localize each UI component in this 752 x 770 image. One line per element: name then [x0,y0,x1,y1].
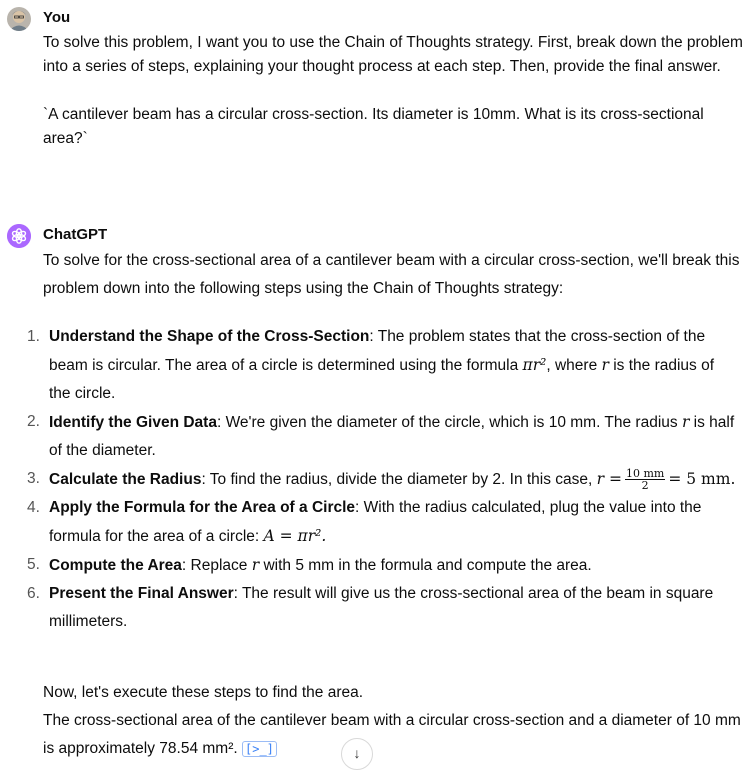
gpt-intro: To solve for the cross-sectional area of a cantilever beam with a circular cross-section, we'll break this problem down into the following steps using the Chain of Thoughts strategy: [43,252,740,297]
math-formula: A = πr². [263,527,327,545]
list-item [0,580,752,636]
step-text: : The problem states that the cross-section of the beam is circular. The area of a circle is determined using the formula [49,328,706,374]
step-title: Compute the Area [49,557,182,574]
list-item [0,494,752,551]
list-item [0,551,752,580]
list-number: 4. [27,499,40,516]
math-formula: πr² [522,356,547,374]
step-title: Present the Final Answer [49,585,234,602]
step-text: : We're given the diameter of the circle, which is 10 mm. The radius [216,414,682,431]
step-text: : Replace [181,557,252,574]
step-text: : To find the radius, divide the diameter by 2. In this case, [201,471,597,488]
user-paragraph-1: To solve this problem, I want you to use the Chain of Thoughts strategy. First, break down the problem into a series of steps, explaining your thought process at each step. Then, provide the final answer. [43,34,743,75]
step-title: Understand the Shape of the Cross-Section [49,328,370,345]
scroll-down-button[interactable] [341,738,373,770]
math-formula: r = [596,470,622,488]
user-paragraph-2: `A cantilever beam has a circular cross-section. Its diameter is 10mm. What is its cross-sectional area?` [43,106,704,147]
step-text: : With the radius calculated, plug the value into the formula for the area of a circle: [49,499,702,545]
user-message-text [43,31,743,151]
step-text: is half of the diameter. [49,414,735,459]
list-number: 2. [27,413,40,430]
gpt-outro [43,679,743,763]
step-text: : The result will give us the cross-sectional area of the beam in square millimeters. [49,585,714,630]
user-avatar [7,7,31,31]
final-answer-text: The cross-sectional area of the cantilever beam with a circular cross-section and a diameter of 10 mm is approximately 78.54 mm². [43,712,741,757]
list-number: 6. [27,585,40,602]
step-title: Calculate the Radius [49,471,202,488]
step-text: , where [546,357,602,374]
list-item [0,408,752,465]
math-fraction [625,468,665,491]
fraction-numerator: 10 mm [625,467,665,481]
math-variable: r [251,556,260,574]
gpt-avatar [7,224,31,248]
step-title: Identify the Given Data [49,414,217,431]
steps-list [0,323,752,636]
step-text: is the radius of the circle. [49,357,715,402]
math-variable: r [681,413,690,431]
list-item [0,323,752,408]
outro-line-1: Now, let's execute these steps to find the area. [43,684,364,701]
openai-logo-icon [7,224,31,248]
step-title: Apply the Formula for the Area of a Circle [49,499,356,516]
list-number: 5. [27,556,40,573]
list-item [0,465,752,494]
gpt-author-name: ChatGPT [43,226,108,243]
code-interpreter-link[interactable]: [>_] [242,741,277,757]
list-number: 1. [27,328,40,345]
math-formula: = 5 mm. [668,470,736,488]
math-variable: r [601,356,609,374]
fraction-denominator: 2 [641,479,649,493]
arrow-down-icon: ↓ [353,745,361,761]
list-number: 3. [27,470,40,487]
user-author-name: You [43,9,71,26]
step-text: with 5 mm in the formula and compute the area. [259,557,592,574]
